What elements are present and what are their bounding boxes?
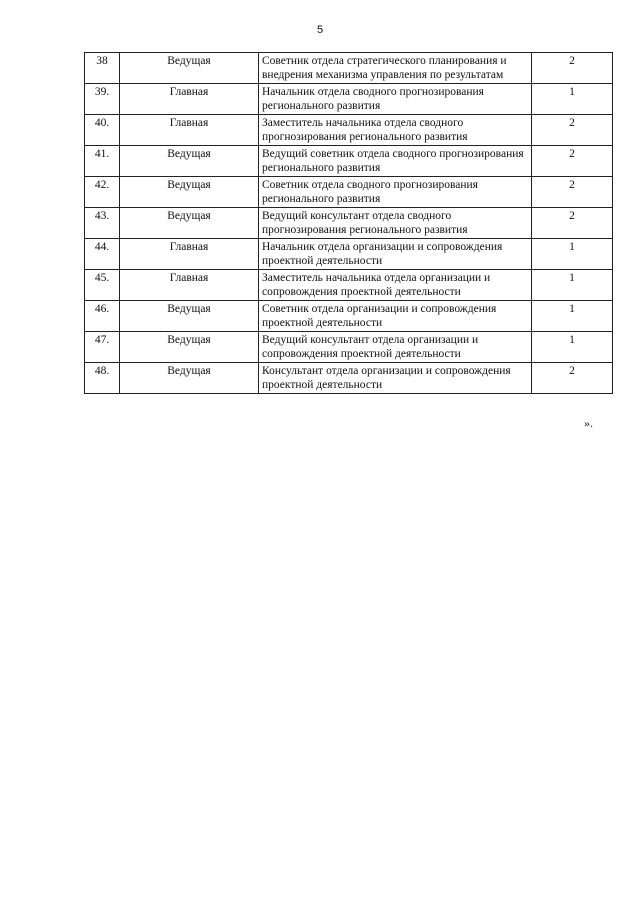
row-number: 40.	[85, 115, 120, 146]
position-count: 2	[532, 53, 613, 84]
position-title: Начальник отдела сводного прогнозирования регионального развития	[259, 84, 532, 115]
table-row	[85, 53, 613, 84]
table-row	[85, 208, 613, 239]
position-group: Главная	[120, 84, 259, 115]
position-title: Начальник отдела организации и сопровождения проектной деятельности	[259, 239, 532, 270]
position-group: Ведущая	[120, 53, 259, 84]
positions-table	[84, 52, 613, 394]
position-count: 1	[532, 239, 613, 270]
position-title: Советник отдела сводного прогнозирования регионального развития	[259, 177, 532, 208]
table-row	[85, 239, 613, 270]
position-group: Ведущая	[120, 177, 259, 208]
position-group: Ведущая	[120, 146, 259, 177]
table-row	[85, 332, 613, 363]
position-count: 2	[532, 115, 613, 146]
position-group: Ведущая	[120, 332, 259, 363]
row-number: 47.	[85, 332, 120, 363]
closing-quote: ».	[584, 416, 593, 430]
position-count: 2	[532, 208, 613, 239]
row-number: 48.	[85, 363, 120, 394]
position-title: Ведущий консультант отдела сводного прогнозирования регионального развития	[259, 208, 532, 239]
position-count: 1	[532, 270, 613, 301]
table-row	[85, 84, 613, 115]
table-row	[85, 301, 613, 332]
row-number: 46.	[85, 301, 120, 332]
position-group: Главная	[120, 115, 259, 146]
row-number: 42.	[85, 177, 120, 208]
position-count: 1	[532, 332, 613, 363]
position-group: Главная	[120, 270, 259, 301]
position-group: Ведущая	[120, 301, 259, 332]
position-title: Заместитель начальника отдела сводного прогнозирования регионального развития	[259, 115, 532, 146]
position-count: 2	[532, 146, 613, 177]
position-group: Ведущая	[120, 208, 259, 239]
position-title: Заместитель начальника отдела организации и сопровождения проектной деятельности	[259, 270, 532, 301]
page-number: 5	[316, 24, 324, 36]
position-count: 2	[532, 177, 613, 208]
position-count: 1	[532, 301, 613, 332]
table-row	[85, 363, 613, 394]
position-count: 2	[532, 363, 613, 394]
position-title: Советник отдела организации и сопровождения проектной деятельности	[259, 301, 532, 332]
row-number: 43.	[85, 208, 120, 239]
position-title: Ведущий советник отдела сводного прогнозирования регионального развития	[259, 146, 532, 177]
position-title: Консультант отдела организации и сопровождения проектной деятельности	[259, 363, 532, 394]
position-count: 1	[532, 84, 613, 115]
row-number: 38	[85, 53, 120, 84]
row-number: 45.	[85, 270, 120, 301]
table-row	[85, 146, 613, 177]
table-row	[85, 115, 613, 146]
position-group: Главная	[120, 239, 259, 270]
position-title: Ведущий консультант отдела организации и сопровождения проектной деятельности	[259, 332, 532, 363]
row-number: 44.	[85, 239, 120, 270]
table-row	[85, 177, 613, 208]
row-number: 39.	[85, 84, 120, 115]
position-title: Советник отдела стратегического планирования и внедрения механизма управления по результатам	[259, 53, 532, 84]
row-number: 41.	[85, 146, 120, 177]
position-group: Ведущая	[120, 363, 259, 394]
table-row	[85, 270, 613, 301]
